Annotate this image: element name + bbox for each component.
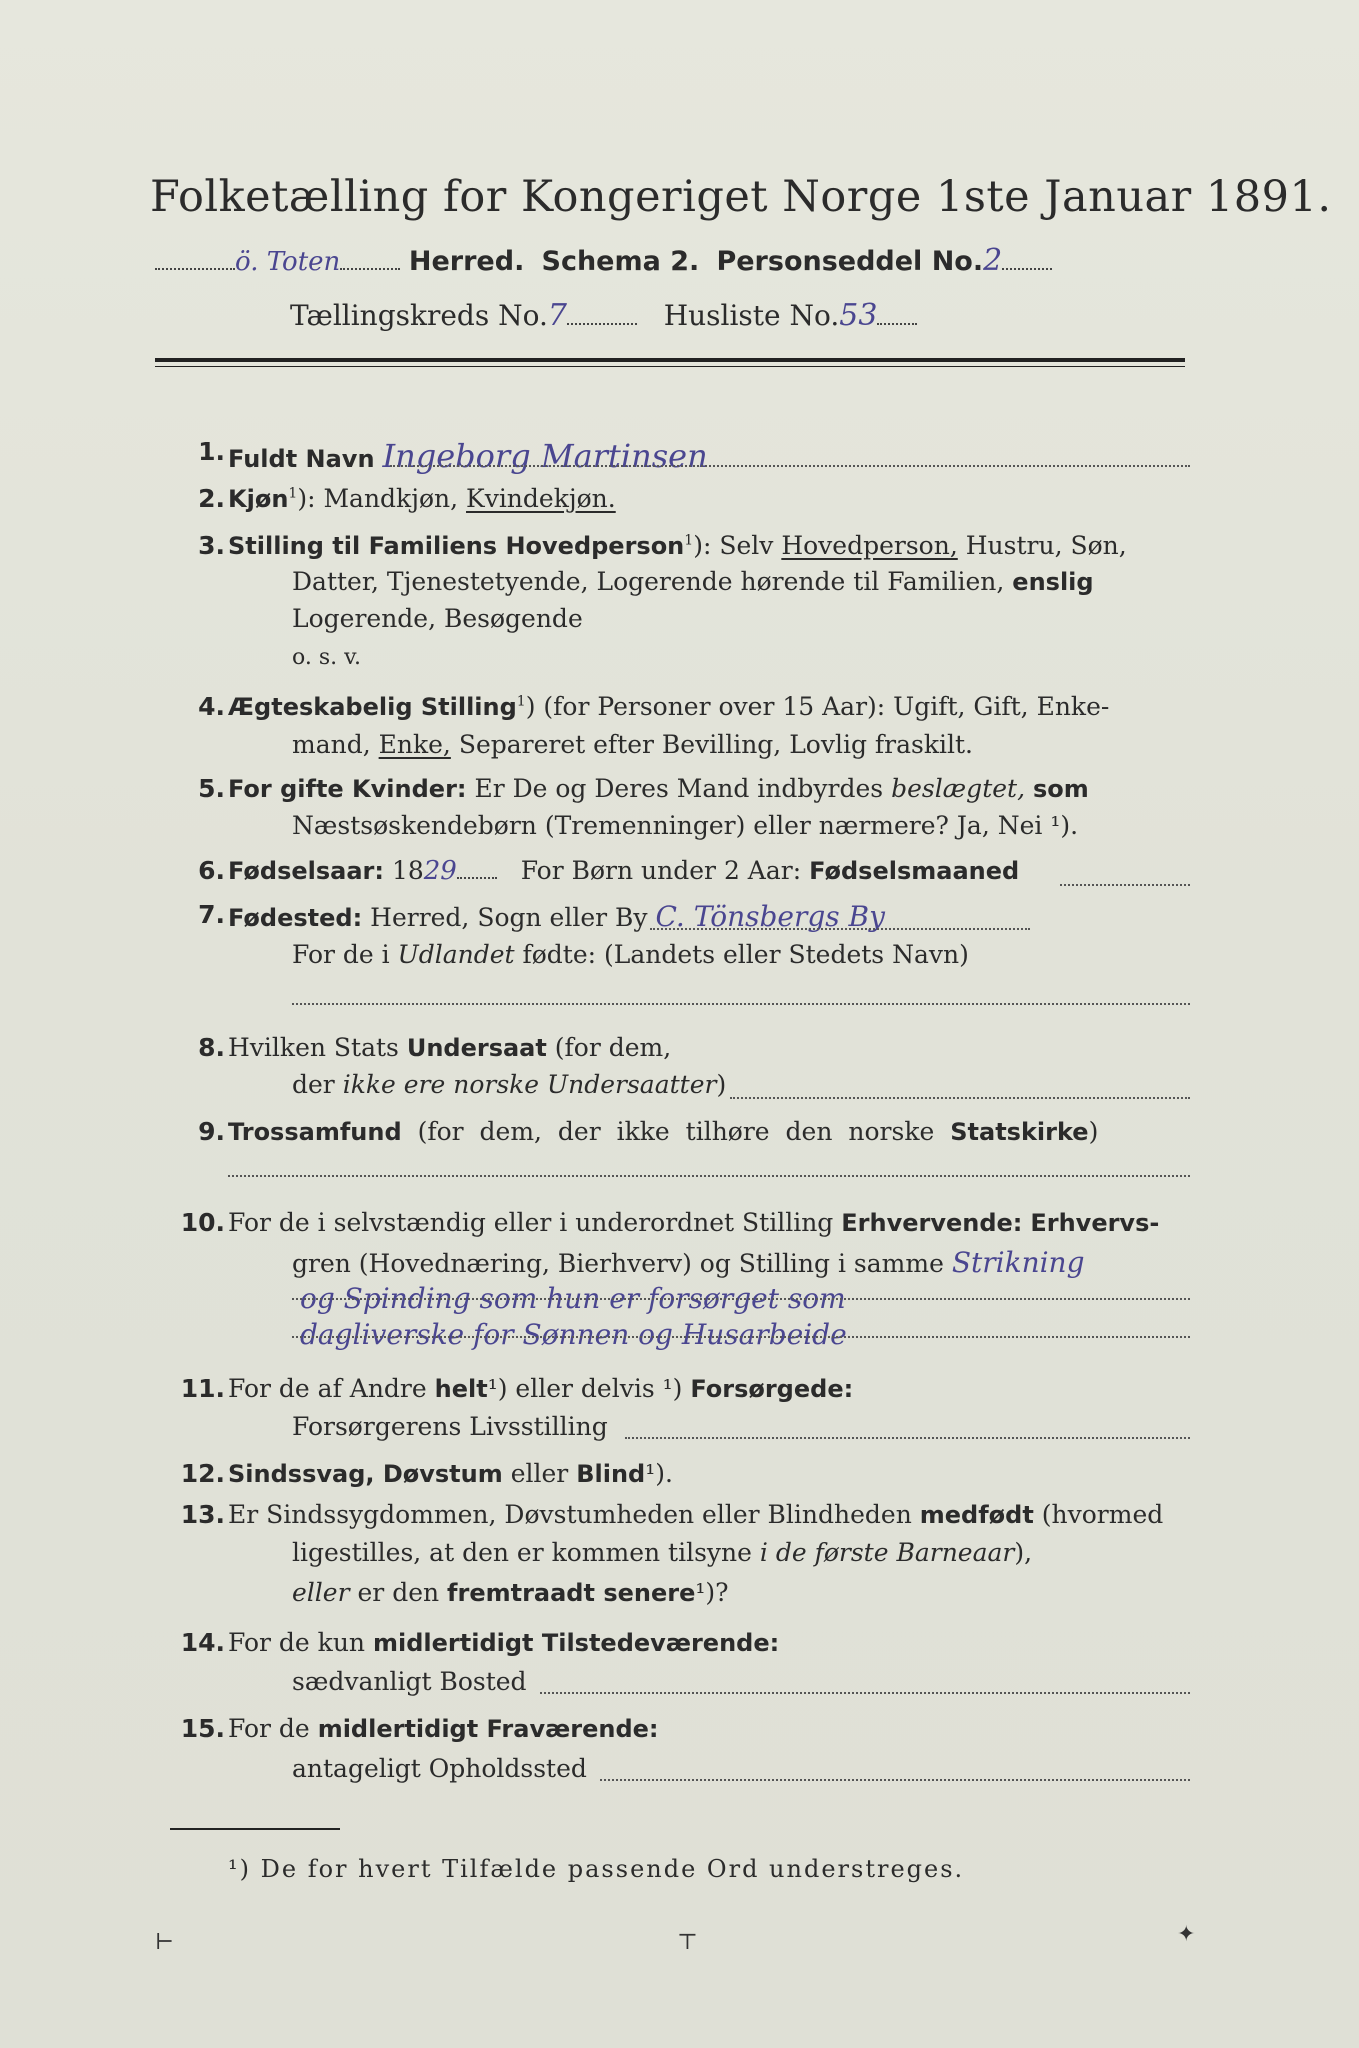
field-7-line2-a: For de i [292, 940, 390, 969]
field-7-dotline [650, 928, 1030, 930]
field-5-label: For gifte Kvinder: [228, 775, 467, 803]
field-3-text-a: ): Selv [693, 531, 774, 560]
field-3-line2 [292, 567, 1094, 596]
field-1-value: Ingeborg Martinsen [382, 437, 708, 475]
field-8-text-a: Hvilken Stats [228, 1033, 399, 1062]
field-3-sup: 1 [684, 532, 694, 549]
field-2-row [228, 484, 616, 513]
registration-mark-left: ⊢ [155, 1930, 174, 1955]
field-10-erhvervs: Erhvervs- [1030, 1209, 1160, 1237]
field-4-mand: mand, [292, 730, 371, 759]
field-3-line4: o. s. v. [292, 645, 361, 670]
husliste-label: Husliste No. [663, 299, 840, 332]
field-3-hovedperson: Hovedperson, [781, 531, 958, 560]
field-11-number: 11. [180, 1374, 225, 1403]
field-10-text: For de i selvstændig eller i underordnet Stilling [228, 1208, 834, 1237]
field-4-line2-rest: Separeret efter Bevilling, Lovlig fraskilt. [458, 730, 973, 759]
field-11-line2: Forsørgerens Livsstilling [292, 1412, 608, 1441]
field-13-eller: eller [292, 1578, 350, 1607]
field-11-row [228, 1374, 853, 1403]
field-4-row [228, 692, 1109, 721]
footnote-rule [170, 1828, 340, 1830]
field-9-dotline [228, 1175, 1190, 1177]
field-9-label: Trossamfund [228, 1118, 402, 1146]
field-10-dotline2 [292, 1336, 1190, 1338]
field-10-line2-text: gren (Hovednæring, Bierhverv) og Stilling i samme [292, 1249, 944, 1278]
field-6-value: 29 [423, 856, 457, 886]
field-12-label: Sindssvag, Døvstum [228, 1460, 503, 1488]
field-1-dotline [390, 465, 1190, 467]
field-5-som: som [1032, 775, 1089, 803]
field-14-label: midlertidigt Tilstedeværende: [372, 1629, 780, 1657]
herred-line [155, 243, 1052, 278]
field-12-tail: ¹). [645, 1459, 673, 1488]
kreds-line [290, 298, 917, 333]
field-6-text: For Børn under 2 Aar: [520, 856, 802, 885]
kreds-value: 7 [547, 298, 567, 333]
field-11-dotline [625, 1437, 1190, 1439]
field-14-dotline [540, 1692, 1190, 1694]
field-15-row [228, 1714, 659, 1743]
field-3-text-c: Hustru, Søn, [965, 531, 1127, 560]
field-11-text-a: For de af Andre [228, 1374, 427, 1403]
field-6-dotline [1060, 884, 1190, 886]
field-12-blind: Blind [576, 1460, 646, 1488]
field-6-row [228, 856, 1019, 886]
field-13-number: 13. [180, 1500, 225, 1529]
field-3-line2-text: Datter, Tjenestetyende, Logerende hørende til Familien, [292, 567, 1005, 596]
field-7-text: Herred, Sogn eller By [370, 903, 648, 932]
field-10-dotline1 [292, 1298, 1190, 1300]
field-12-eller: eller [510, 1459, 569, 1488]
field-15-number: 15. [180, 1714, 225, 1743]
field-11-text-c: ¹) eller delvis ¹) [487, 1374, 683, 1403]
field-8-number: 8. [198, 1033, 225, 1062]
field-6-prefix: 18 [391, 856, 424, 885]
field-10-value1: Strikning [951, 1246, 1085, 1279]
field-7-number: 7. [198, 900, 225, 929]
personseddel-value: 2 [983, 243, 1003, 278]
field-6-label: Fødselsaar: [228, 857, 384, 885]
field-10-value2: og Spinding som hun er forsørget som [300, 1282, 846, 1315]
field-3-enslig: enslig [1012, 568, 1094, 596]
field-15-line2: antageligt Opholdssted [292, 1754, 587, 1783]
herred-value: ö. Toten [235, 247, 341, 277]
field-2-label: Kjøn [228, 485, 289, 513]
field-8-undersaatter: ikke ere norske Undersaatter [342, 1070, 717, 1099]
field-8-der: der [292, 1070, 335, 1099]
field-13-er-den: er den [357, 1578, 440, 1607]
field-4-line2 [292, 730, 973, 759]
header-rule-thin [155, 366, 1185, 367]
field-8-dotline [730, 1097, 1190, 1099]
field-13-line2-a: ligestilles, at den er kommen tilsyne [292, 1538, 752, 1567]
field-13-senere: fremtraadt senere [447, 1579, 696, 1607]
field-6-fodselsmaaned: Fødselsmaaned [809, 857, 1020, 885]
field-2-text-a: ): Mandkjøn, [297, 484, 459, 513]
field-3-label: Stilling til Familiens Hovedperson [228, 532, 685, 560]
field-9-row [228, 1117, 1098, 1146]
field-13-tail: ¹)? [695, 1578, 729, 1607]
field-14-line2: sædvanligt Bosted [292, 1667, 527, 1696]
field-1-number: 1. [198, 437, 225, 466]
field-13-line2 [292, 1538, 1032, 1567]
footnote: ¹) De for hvert Tilfælde passende Ord understreges. [228, 1855, 965, 1883]
field-2-kvindekjon: Kvindekjøn. [466, 484, 616, 513]
field-5-row [228, 774, 1089, 803]
field-2-sup: 1 [288, 485, 298, 502]
field-15-label: midlertidigt Fraværende: [317, 1715, 659, 1743]
field-11-helt: helt [434, 1375, 488, 1403]
field-1-row [228, 437, 708, 475]
field-9-close: ) [1088, 1117, 1099, 1146]
field-5-number: 5. [198, 774, 225, 803]
schema-label: Schema 2. [541, 246, 700, 277]
field-10-row [228, 1208, 1159, 1237]
field-15-dotline [600, 1779, 1190, 1781]
registration-mark-right: ✦ [1177, 1922, 1196, 1947]
field-7-line2-c: fødte: (Landets eller Stedets Navn) [522, 940, 969, 969]
field-10-label: Erhvervende: [841, 1209, 1023, 1237]
kreds-label: Tællingskreds No. [290, 299, 548, 332]
field-13-medfodt: medfødt [919, 1501, 1034, 1529]
field-3-row [228, 531, 1127, 560]
field-14-row [228, 1628, 779, 1657]
field-8-close: ) [716, 1070, 727, 1099]
field-8-row [228, 1033, 671, 1062]
field-7-value: C. Tönsbergs By [655, 900, 885, 933]
field-13-line2-c: ), [1014, 1538, 1033, 1567]
field-3-number: 3. [198, 531, 225, 560]
field-15-text: For de [228, 1714, 310, 1743]
registration-mark-center: ⊤ [677, 1930, 698, 1955]
field-13-line3 [292, 1578, 729, 1607]
field-8-label: Undersaat [406, 1034, 547, 1062]
header-rule [155, 358, 1185, 362]
field-4-number: 4. [198, 692, 225, 721]
field-9-text: (for dem, der ikke tilhøre den norske [417, 1117, 935, 1146]
field-14-number: 14. [180, 1628, 225, 1657]
field-7-dotline2 [292, 1003, 1190, 1005]
field-14-text: For de kun [228, 1628, 366, 1657]
field-13-text-a: Er Sindssygdommen, Døvstumheden eller Blindheden [228, 1500, 912, 1529]
field-7-udlandet: Udlandet [397, 940, 515, 969]
field-13-barneaar: i de første Barneaar [759, 1538, 1015, 1567]
personseddel-label: Personseddel No. [716, 246, 984, 277]
field-8-text-b: (for dem, [554, 1033, 672, 1062]
field-4-text: ) (for Personer over 15 Aar): Ugift, Gift, Enke- [525, 692, 1110, 721]
field-5-beslaegtet: beslægtet, [891, 774, 1026, 803]
field-9-number: 9. [198, 1117, 225, 1146]
field-13-row [228, 1500, 1163, 1529]
field-6-number: 6. [198, 856, 225, 885]
field-3-line3: Logerende, Besøgende [292, 604, 583, 633]
form-title: Folketælling for Kongeriget Norge 1ste Januar 1891. [150, 172, 1332, 222]
field-10-number: 10. [180, 1208, 225, 1237]
field-1-label: Fuldt Navn [228, 445, 375, 473]
field-4-enke: Enke, [378, 730, 451, 759]
field-8-line2 [292, 1070, 726, 1099]
herred-label: Herred. [408, 246, 525, 277]
field-7-line2 [292, 940, 969, 969]
field-9-statskirke: Statskirke [950, 1118, 1089, 1146]
field-7-label: Fødested: [228, 904, 363, 932]
field-4-label: Ægteskabelig Stilling [228, 693, 517, 721]
field-4-sup: 1 [516, 693, 526, 710]
field-11-label: Forsørgede: [690, 1375, 854, 1403]
field-12-number: 12. [180, 1459, 225, 1488]
husliste-value: 53 [839, 298, 878, 333]
field-12-row [228, 1459, 673, 1488]
field-10-value3: dagliverske for Sønnen og Husarbeide [300, 1318, 847, 1351]
field-5-text-a: Er De og Deres Mand indbyrdes [474, 774, 884, 803]
field-13-text-b: (hvormed [1041, 1500, 1164, 1529]
field-2-number: 2. [198, 484, 225, 513]
field-5-line2: Næstsøskendebørn (Tremenninger) eller nærmere? Ja, Nei ¹). [292, 811, 1079, 840]
field-10-line2 [292, 1246, 1085, 1279]
